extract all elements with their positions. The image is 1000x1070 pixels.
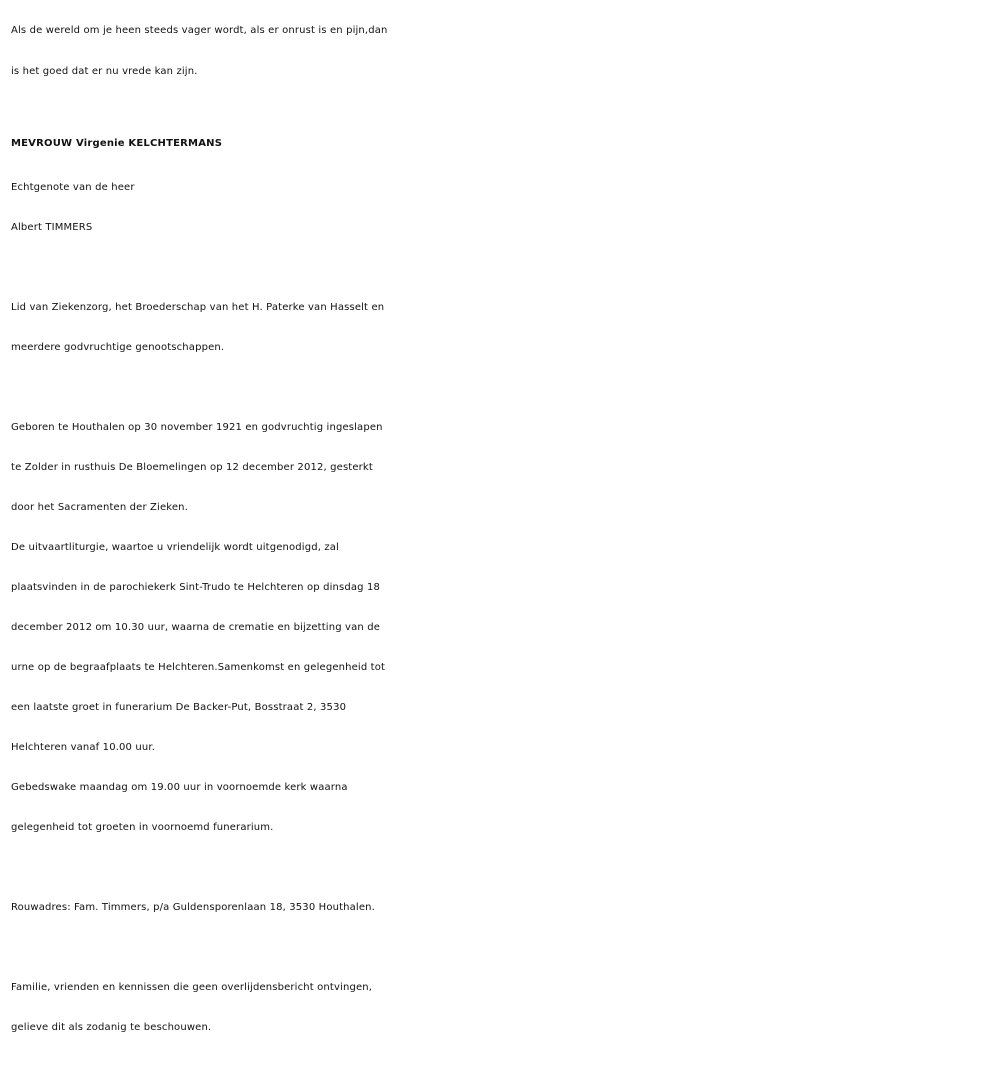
details-line-8: een laatste groet in funerarium De Backer-Put, Bosstraat 2, 3530 — [11, 702, 347, 713]
paragraph-gap — [11, 928, 1000, 968]
closing-paragraph — [11, 968, 1000, 1048]
details-line-10: Gebedswake maandag om 19.00 uur in voornoemde kerk waarna — [11, 782, 348, 793]
membership-line-1: Lid van Ziekenzorg, het Broederschap van het H. Paterke van Hasselt en — [11, 302, 385, 313]
closing-line-2: gelieve dit als zodanig te beschouwen. — [11, 1022, 212, 1033]
paragraph-gap — [11, 248, 1000, 288]
address-line-1: Rouwadres: Fam. Timmers, p/a Guldensporenlaan 18, 3530 Houthalen. — [11, 902, 375, 913]
paragraph-gap — [11, 848, 1000, 888]
motto-line-1: Als de wereld om je heen steeds vager wordt, als er onrust is en pijn,dan — [11, 25, 388, 36]
closing-line-1: Familie, vrienden en kennissen die geen overlijdensbericht ontvingen, — [11, 982, 373, 993]
details-line-6: december 2012 om 10.30 uur, waarna de crematie en bijzetting van de — [11, 622, 381, 633]
details-line-9: Helchteren vanaf 10.00 uur. — [11, 742, 156, 753]
details-line-11: gelegenheid tot groeten in voornoemd funerarium. — [11, 822, 274, 833]
membership-line-2: meerdere godvruchtige genootschappen. — [11, 342, 225, 353]
address-paragraph — [11, 888, 1000, 928]
motto-line-2: is het goed dat er nu vrede kan zijn. — [11, 66, 198, 77]
details-line-3: door het Sacramenten der Zieken. — [11, 502, 188, 513]
details-line-2: te Zolder in rusthuis De Bloemelingen op 12 december 2012, gesterkt — [11, 462, 373, 473]
membership-paragraph — [11, 288, 1000, 368]
deceased-name: MEVROUW Virgenie KELCHTERMANS — [11, 138, 223, 149]
motto-quote — [11, 10, 1000, 92]
details-paragraph — [11, 408, 1000, 848]
relation-line-1: Echtgenote van de heer — [11, 182, 135, 193]
deceased-heading — [11, 120, 1000, 248]
details-line-1: Geboren te Houthalen op 30 november 1921 en godvruchtig ingeslapen — [11, 422, 383, 433]
details-line-7: urne op de begraafplaats te Helchteren.Samenkomst en gelegenheid tot — [11, 662, 386, 673]
details-line-4: De uitvaartliturgie, waartoe u vriendelijk wordt uitgenodigd, zal — [11, 542, 339, 553]
paragraph-gap — [11, 368, 1000, 408]
details-line-5: plaatsvinden in de parochiekerk Sint-Trudo te Helchteren op dinsdag 18 — [11, 582, 380, 593]
relation-line-2: Albert TIMMERS — [11, 222, 93, 233]
